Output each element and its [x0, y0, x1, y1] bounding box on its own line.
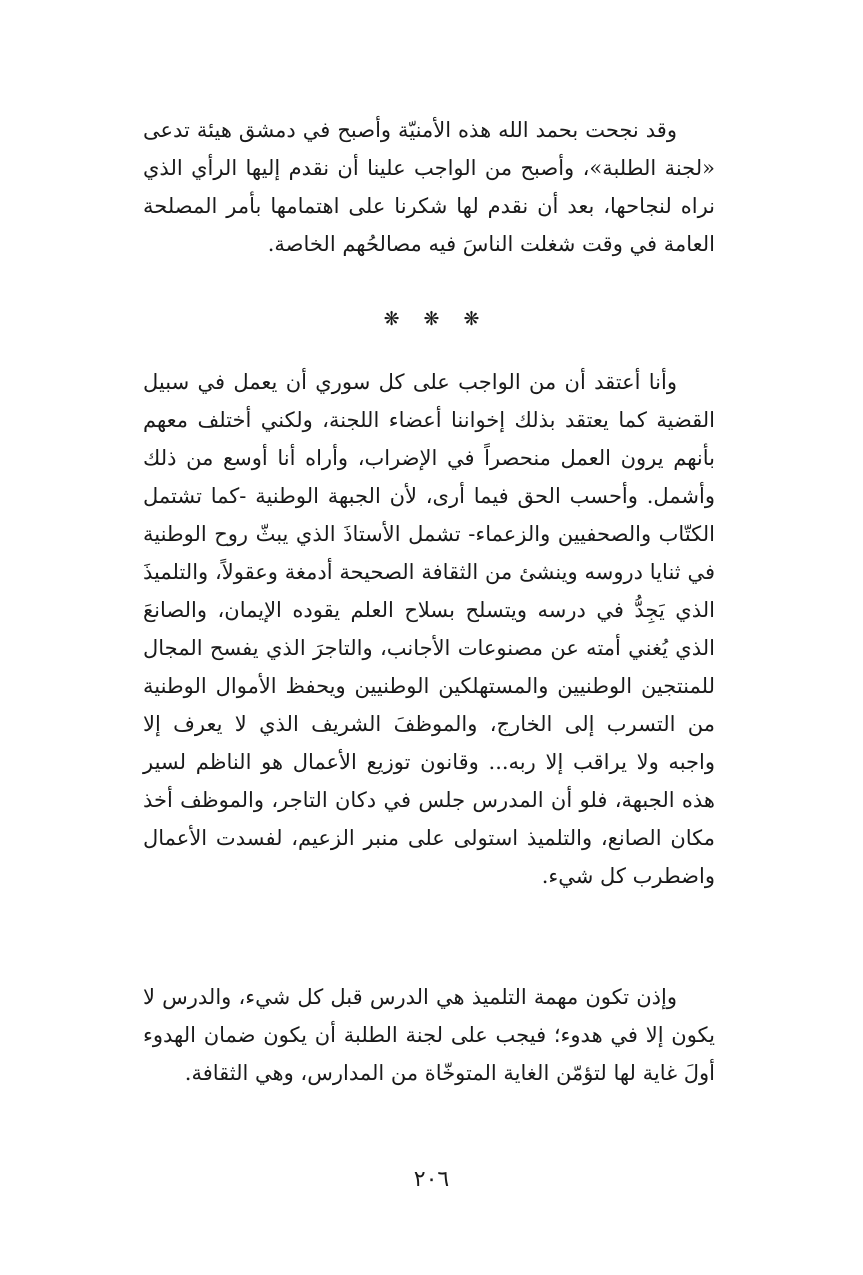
asterism-icon: ❋ — [383, 308, 400, 330]
paragraph-text: وأنا أعتقد أن من الواجب على كل سوري أن يعمل في سبيل القضية كما يعتقد بذلك إخواننا أعضاء اللجنة، ولكني أختلف معهم بأنهم يرون العمل منحصراً في الإضراب، وأراه أنا أوسع من ذلك وأشمل. وأحسب الحق فيما أرى، لأن الجبهة الوطنية -كما تشتمل الكتّاب والصحفيين والزعماء- تشمل الأستاذَ الذي يبثّ روح الوطنية في ثنايا دروسه وينشئ من الثقافة الصحيحة أدمغة وعقولاً، والتلميذَ الذي يَجِدُّ في درسه ويتسلح بسلاح العلم يقوده الإيمان، والصانعَ الذي يُغني أمته عن مصنوعات الأجانب، والتاجرَ الذي يفسح المجال للمنتجين الوطنيين والمستهلكين الوطنيين ويحفظ الأموال الوطنية من التسرب إلى الخارج، والموظفَ الشريف الذي لا يعرف إلا واجبه ولا يراقب إلا ربه... وقانون توزيع الأعمال هو الناظم لسير هذه الجبهة، فلو أن المدرس جلس في دكان التاجر، والموظف أخذ مكان الصانع، والتلميذ استولى على منبر الزعيم، لفسدت الأعمال واضطرب كل شيء. — [143, 370, 715, 888]
asterism-icon: ❋ — [423, 308, 440, 330]
paragraph-2 — [143, 363, 715, 895]
paragraph-1 — [143, 111, 715, 263]
page-number: ٢٠٦ — [413, 1167, 450, 1192]
paragraph-text: وإذن تكون مهمة التلميذ هي الدرس قبل كل شيء، والدرس لا يكون إلا في هدوء؛ فيجب على لجنة الطلبة أن يكون ضمان الهدوء أولَ غاية لها لتؤمّن الغاية المتوخّاة من المدارس، وهي الثقافة. — [143, 985, 715, 1085]
section-separator — [0, 308, 863, 330]
paragraph-3 — [143, 978, 715, 1092]
paragraph-text: وقد نجحت بحمد الله هذه الأمنيّة وأصبح في دمشق هيئة تدعى «لجنة الطلبة»، وأصبح من الواجب علينا أن نقدم إليها الرأي الذي نراه لنجاحها، بعد أن نقدم لها شكرنا على اهتمامها بأمر المصلحة العامة في وقت شغلت الناسَ فيه مصالحُهم الخاصة. — [143, 118, 715, 256]
asterism-icon: ❋ — [463, 308, 480, 330]
